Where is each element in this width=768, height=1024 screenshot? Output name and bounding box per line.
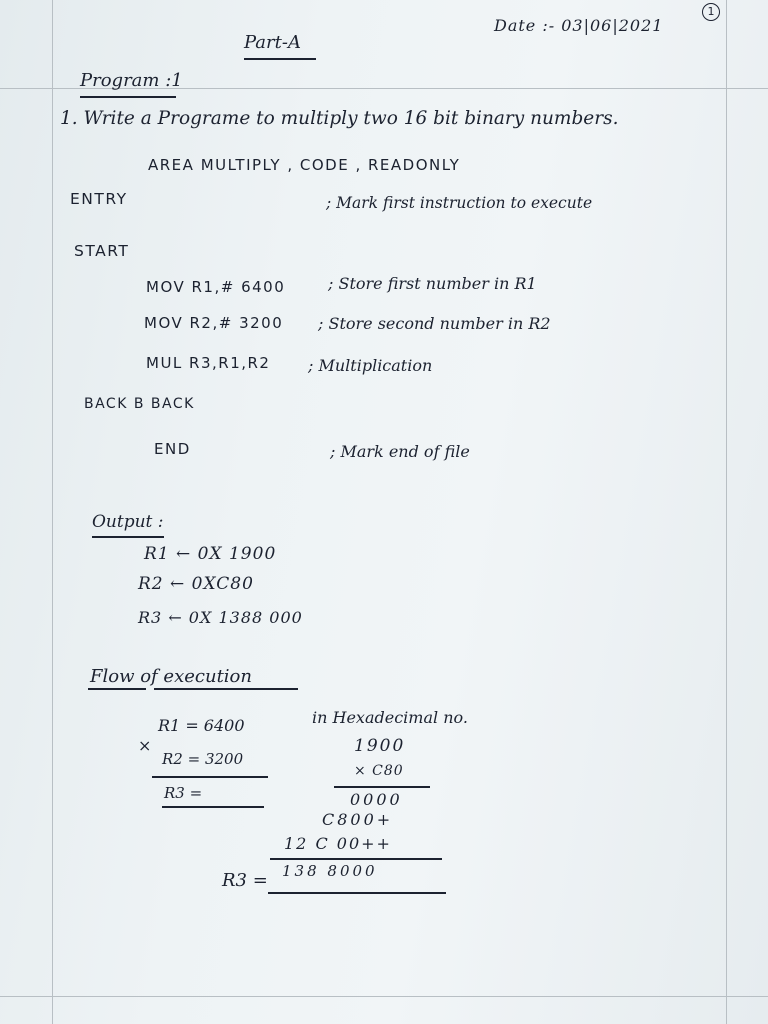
page-number: 1 — [702, 3, 720, 21]
hex-multiplicand: 1900 — [354, 736, 406, 756]
code-start: START — [74, 242, 130, 260]
program-underline — [80, 96, 176, 98]
output-underline — [92, 536, 164, 538]
code-back: BACK B BACK — [84, 396, 195, 412]
date: Date :- 03|06|2021 — [494, 16, 664, 35]
hex-result-label: R3 = — [222, 870, 268, 891]
hex-sum-rule — [270, 858, 442, 860]
output-line: R1 ← 0X 1900 — [144, 544, 277, 564]
decimal-result-rule — [162, 806, 264, 808]
hex-note: in Hexadecimal no. — [312, 708, 468, 727]
flow-label: Flow of execution — [90, 666, 252, 687]
code-instruction: MOV R2,# 3200 — [144, 314, 284, 332]
code-comment: ; Multiplication — [308, 356, 433, 375]
left-margin-line — [52, 0, 53, 1024]
hex-partial: 12 C 00++ — [284, 834, 392, 853]
hex-partial: C800+ — [322, 810, 394, 829]
right-margin-line — [726, 0, 727, 1024]
hex-multiplier: × C80 — [354, 763, 404, 779]
output-label: Output : — [92, 512, 164, 532]
code-entry: ENTRY — [70, 190, 128, 208]
hex-product-rule — [334, 786, 430, 788]
flow-underline-2 — [154, 688, 298, 690]
code-end-comment: ; Mark end of file — [330, 442, 470, 461]
decimal-product-rule — [152, 776, 268, 778]
bottom-margin-line — [0, 996, 768, 997]
flow-underline-1 — [88, 688, 146, 690]
problem-statement: 1. Write a Programe to multiply two 16 bit binary numbers. — [60, 108, 619, 129]
hex-result-rule — [268, 892, 446, 894]
decimal-r2: R2 = 3200 — [162, 750, 244, 768]
code-instruction: MUL R3,R1,R2 — [146, 354, 271, 372]
part-title-underline — [244, 58, 316, 60]
code-comment: ; Store first number in R1 — [328, 274, 537, 293]
code-entry-comment: ; Mark first instruction to execute — [326, 194, 593, 212]
part-title: Part-A — [244, 32, 301, 53]
code-instruction: MOV R1,# 6400 — [146, 278, 286, 296]
code-area-line: AREA MULTIPLY , CODE , READONLY — [148, 156, 461, 174]
hex-partial: 0000 — [350, 790, 403, 809]
hex-result: 138 8000 — [282, 862, 378, 880]
program-label: Program :1 — [80, 70, 183, 91]
output-line: R3 ← 0X 1388 000 — [138, 608, 303, 627]
decimal-r1: R1 = 6400 — [158, 716, 245, 735]
code-comment: ; Store second number in R2 — [318, 314, 551, 333]
times-sign: × — [138, 736, 152, 755]
decimal-r3: R3 = — [164, 784, 203, 802]
output-line: R2 ← 0XC80 — [138, 574, 254, 594]
code-end: END — [154, 440, 191, 458]
